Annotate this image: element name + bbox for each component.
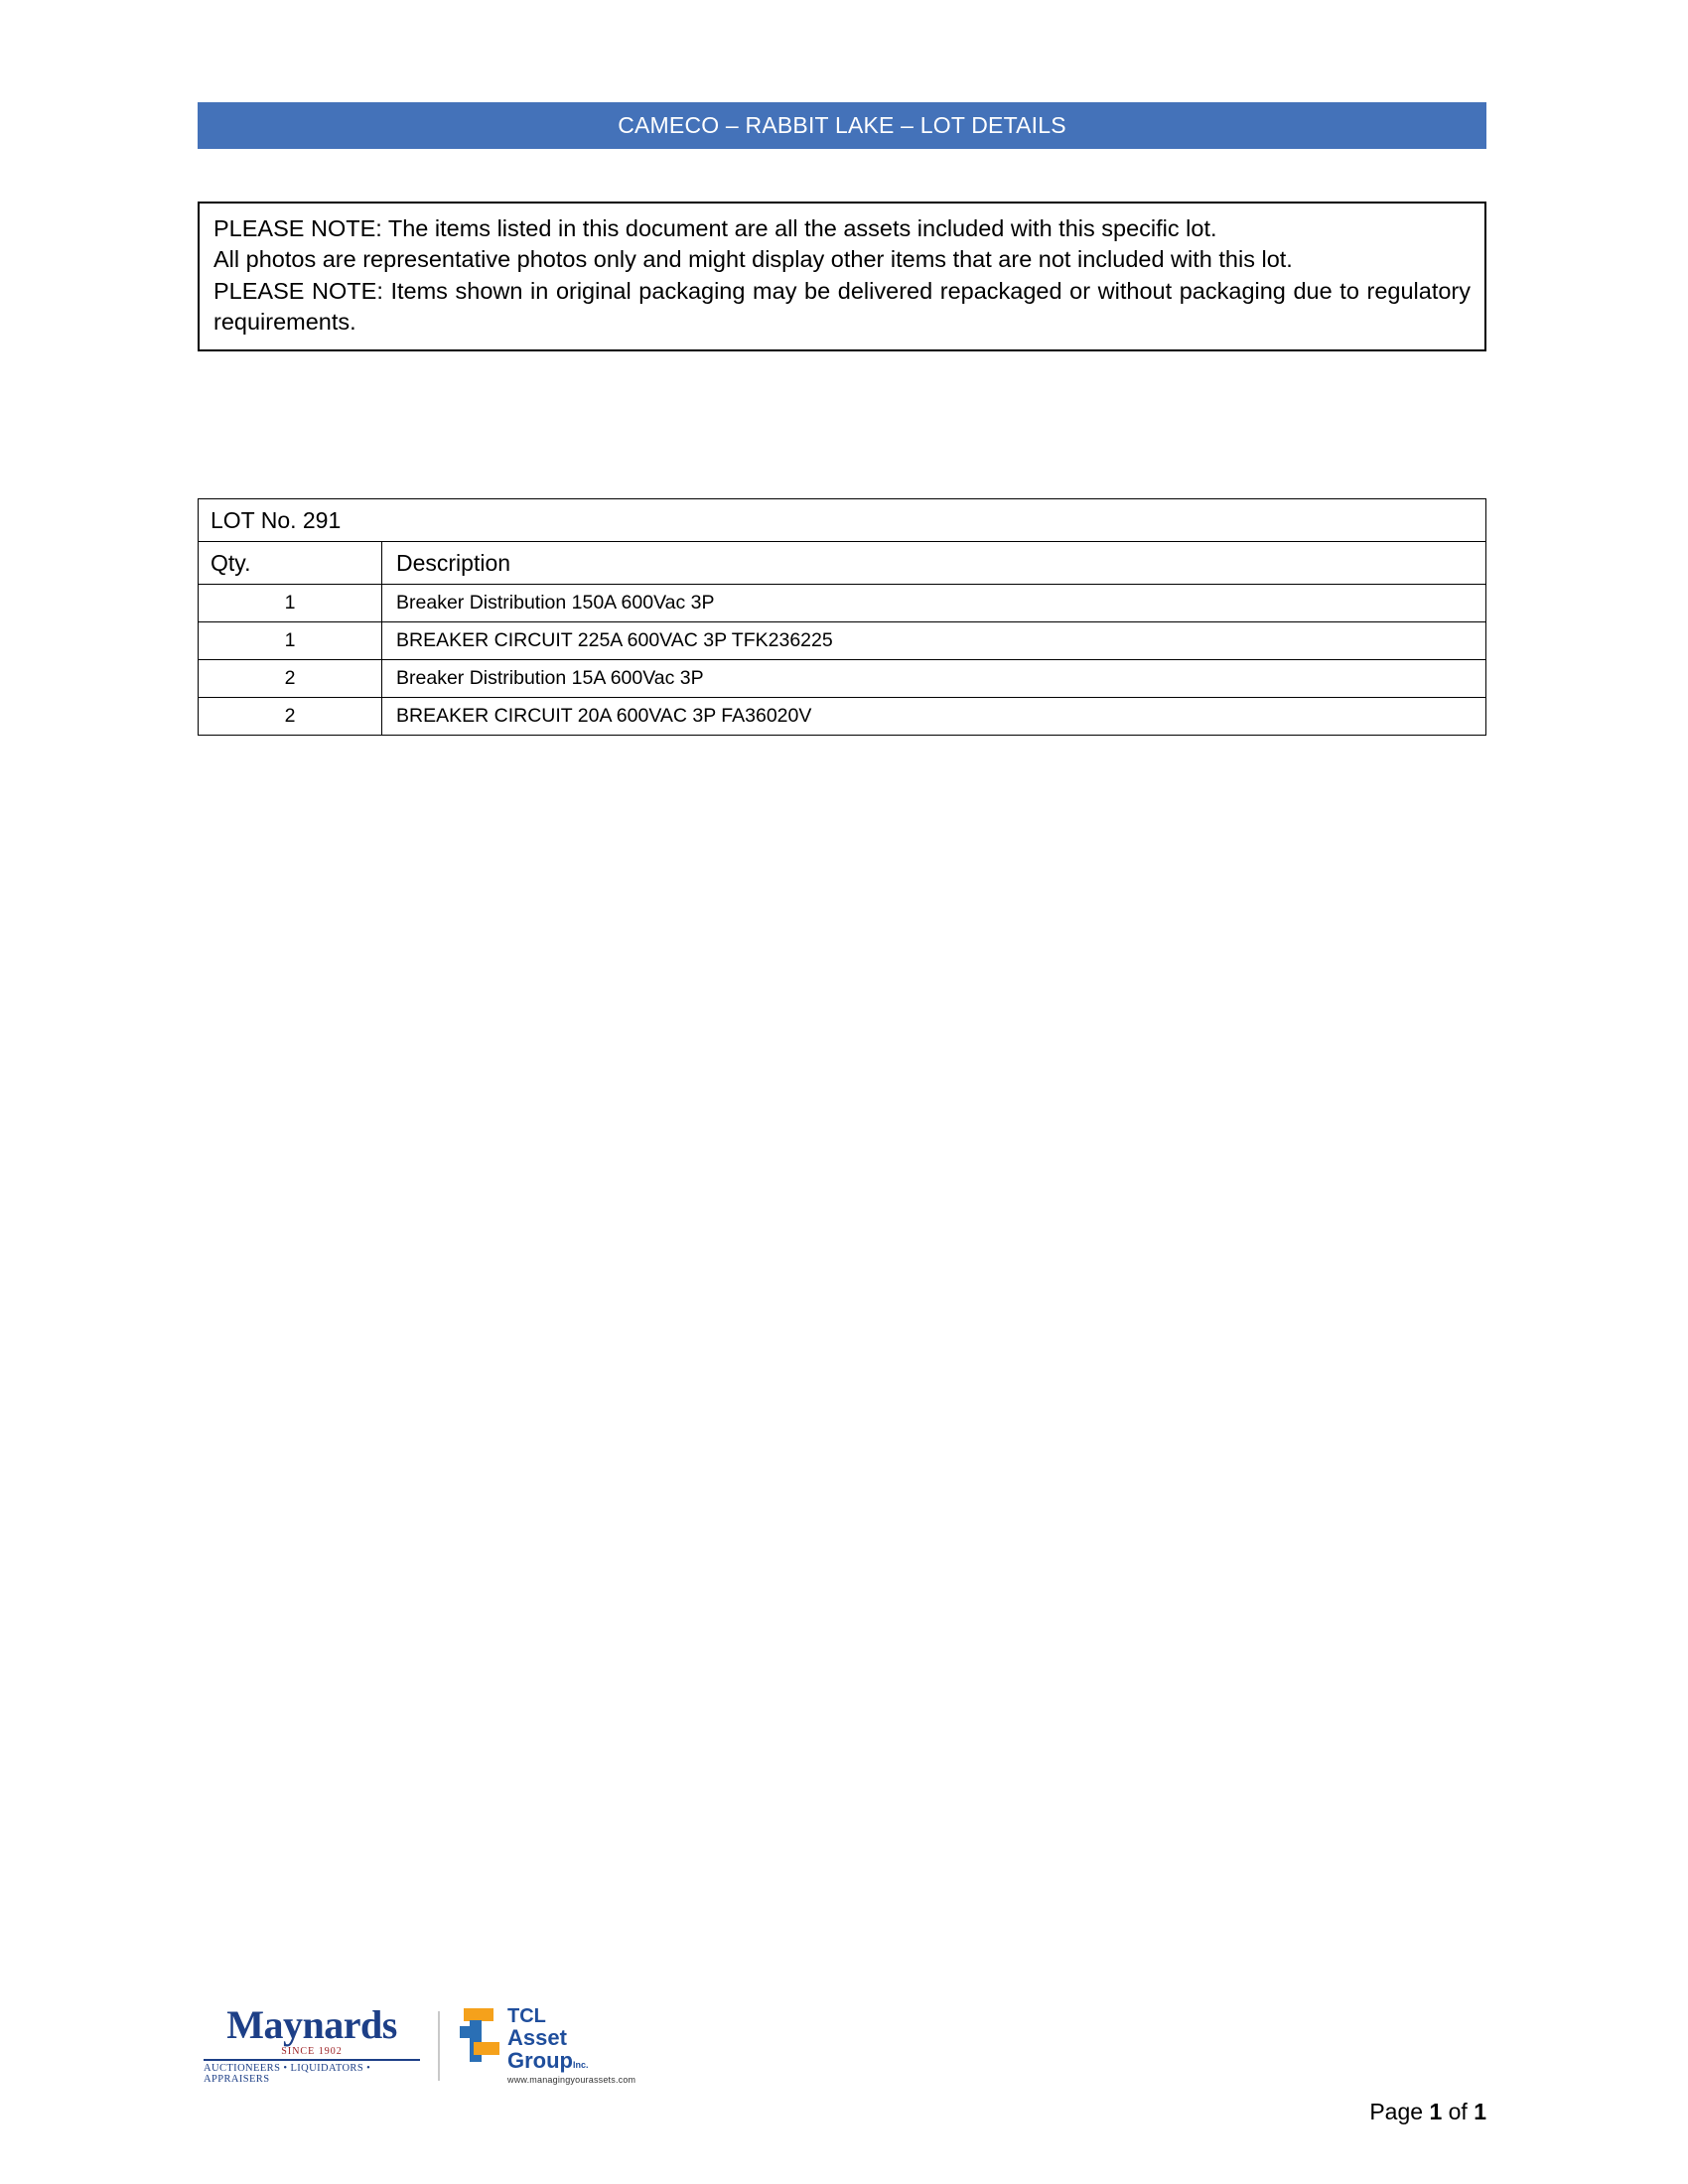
table-row xyxy=(199,585,1486,622)
tcl-mark-icon xyxy=(458,2006,501,2064)
maynards-rule xyxy=(204,2059,420,2061)
lot-number: LOT No. 291 xyxy=(199,499,1486,542)
tcl-website-url: www.managingyourassets.com xyxy=(507,2075,636,2085)
footer-logos xyxy=(204,2002,636,2085)
page-current: 1 xyxy=(1429,2099,1443,2124)
page-title: CAMECO – RABBIT LAKE – LOT DETAILS xyxy=(618,112,1066,138)
tcl-line-3 xyxy=(507,2050,635,2072)
cell-description: BREAKER CIRCUIT 20A 600VAC 3P FA36020V xyxy=(382,698,1486,736)
lot-details-table xyxy=(198,498,1486,736)
table-row xyxy=(199,698,1486,736)
logo-divider xyxy=(438,2011,440,2081)
maynards-since: SINCE 1902 xyxy=(281,2046,343,2057)
tcl-wordmark xyxy=(507,2006,635,2085)
cell-qty: 1 xyxy=(199,622,382,660)
table-header-row xyxy=(199,542,1486,585)
page-footer xyxy=(0,2002,1688,2144)
cell-qty: 2 xyxy=(199,698,382,736)
page-number xyxy=(1369,2099,1486,2125)
lot-title-row xyxy=(199,499,1486,542)
table-row xyxy=(199,622,1486,660)
please-note-box xyxy=(198,202,1486,351)
maynards-wordmark: Maynards xyxy=(226,2002,397,2047)
page-label-prefix: Page xyxy=(1369,2099,1430,2124)
note-line-2: All photos are representative photos only and might display other items that are not included with this lot. xyxy=(213,246,1293,273)
table-row xyxy=(199,660,1486,698)
cell-description: Breaker Distribution 15A 600Vac 3P xyxy=(382,660,1486,698)
note-line-3: PLEASE NOTE: Items shown in original packaging may be delivered repackaged or without packaging due to regulatory requirements. xyxy=(213,277,1471,335)
tcl-line-2: Asset xyxy=(507,2025,567,2050)
column-header-description: Description xyxy=(382,542,1486,585)
tcl-asset-group-logo xyxy=(458,2006,635,2085)
tcl-line-3-text: Group xyxy=(507,2048,573,2073)
cell-qty: 2 xyxy=(199,660,382,698)
tcl-inc-suffix: Inc. xyxy=(573,2060,589,2070)
cell-qty: 1 xyxy=(199,585,382,622)
column-header-qty: Qty. xyxy=(199,542,382,585)
maynards-logo xyxy=(204,2002,420,2085)
header-banner xyxy=(198,102,1486,149)
page-label-middle: of xyxy=(1442,2099,1475,2124)
tcl-line-1: TCL xyxy=(507,2005,546,2027)
cell-description: BREAKER CIRCUIT 225A 600VAC 3P TFK236225 xyxy=(382,622,1486,660)
note-line-1: PLEASE NOTE: The items listed in this document are all the assets included with this specific lot. xyxy=(213,215,1217,241)
page-total: 1 xyxy=(1474,2099,1486,2124)
cell-description: Breaker Distribution 150A 600Vac 3P xyxy=(382,585,1486,622)
maynards-tagline: AUCTIONEERS • LIQUIDATORS • APPRAISERS xyxy=(204,2063,371,2085)
